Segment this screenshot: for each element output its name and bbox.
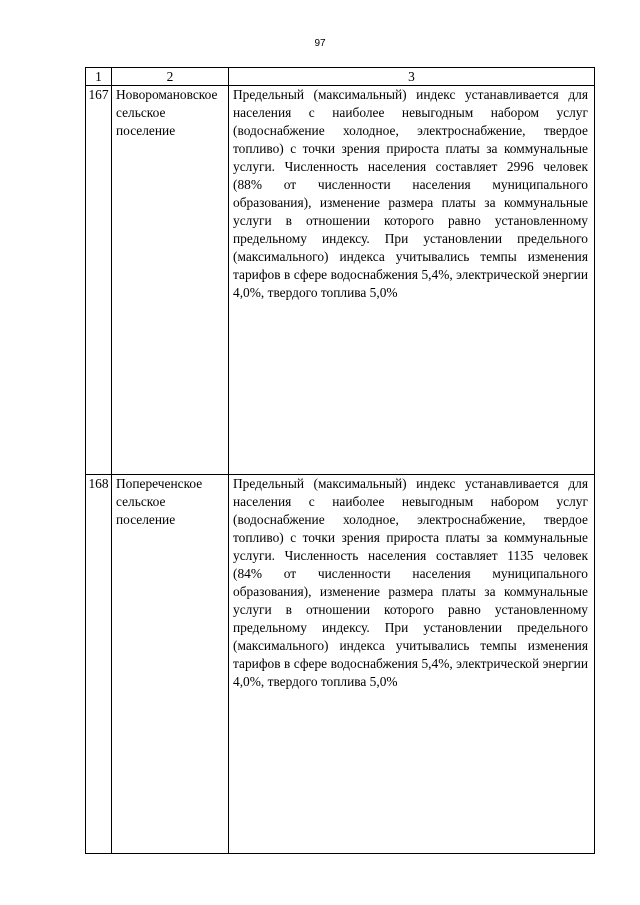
page-number: 97 xyxy=(314,38,326,49)
settlement-name xyxy=(112,86,229,475)
row-number-text: 167 xyxy=(88,87,109,102)
header-col-2: 2 xyxy=(112,68,229,86)
row-number xyxy=(86,86,112,475)
description xyxy=(229,86,595,475)
description-text: Предельный (максимальный) индекс устанавливается для населения с наиболее невыгодным набором услуг (водоснабжение холодное, электроснабжение, твердое топливо) с точки зрения прироста платы за коммунальные услуги. Численность населения составляет 2996 человек (88% от численности населения муниципального образования), изменение размера платы за коммунальные услуги в отношении которого равно установленному предельному индексу. При установлении предельного (максимального) индекса учитывались темпы изменения тарифов в сфере водоснабжения 5,4%, электрической энергии 4,0%, твердого топлива 5,0% xyxy=(233,87,588,300)
header-col-1: 1 xyxy=(86,68,112,86)
table-row xyxy=(86,86,595,475)
table-header-row xyxy=(86,68,595,86)
settlement-name-text: Попереченское сельское поселение xyxy=(116,476,203,527)
row-number xyxy=(86,475,112,854)
header-col-3: 3 xyxy=(229,68,595,86)
data-table xyxy=(85,67,595,854)
table-row xyxy=(86,475,595,854)
description-text: Предельный (максимальный) индекс устанавливается для населения с наиболее невыгодным набором услуг (водоснабжение холодное, электроснабжение, твердое топливо) с точки зрения прироста платы за коммунальные услуги. Численность населения составляет 1135 человек (84% от численности населения муниципального образования), изменение размера платы за коммунальные услуги в отношении которого равно установленному предельному индексу. При установлении предельного (максимального) индекса учитывались темпы изменения тарифов в сфере водоснабжения 5,4%, электрической энергии 4,0%, твердого топлива 5,0% xyxy=(233,476,588,689)
description xyxy=(229,475,595,854)
settlement-name xyxy=(112,475,229,854)
row-number-text: 168 xyxy=(88,476,109,491)
settlement-name-text: Новоромановское сельское поселение xyxy=(116,87,218,138)
